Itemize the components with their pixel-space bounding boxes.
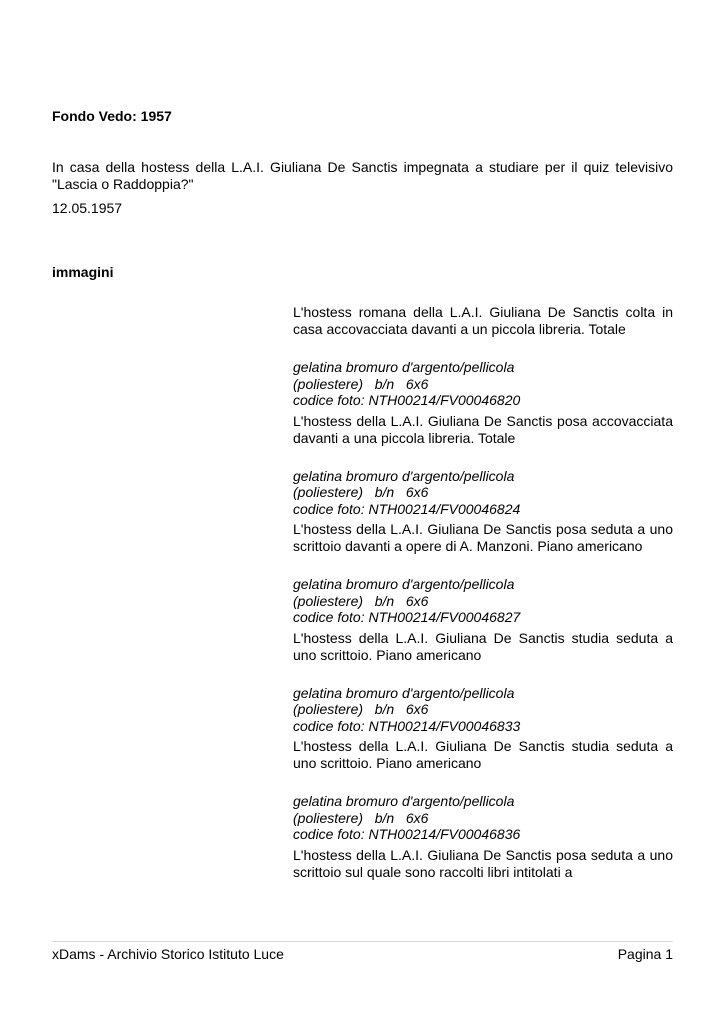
image-specs: (poliestere) b/n 6x6 [293,592,429,609]
footer-divider [52,941,673,942]
image-caption: L'hostess della L.A.I. Giuliana De Sanctis studia seduta a uno scrittoio. Piano americano [293,629,673,663]
image-specs: (poliestere) b/n 6x6 [293,809,429,826]
image-caption: L'hostess della L.A.I. Giuliana De Sanctis studia seduta a uno scrittoio. Piano americano [293,738,673,771]
image-entry [293,738,673,843]
image-metadata [293,793,673,843]
image-caption: L'hostess della L.A.I. Giuliana De Sanctis posa seduta a uno scrittoio sul quale sono raccolti libri intitolati a [293,846,673,880]
record-date: 12.05.1957 [52,200,123,216]
record-description: In casa della hostess della L.A.I. Giuliana De Sanctis impegnata a studiare per il quiz televisivo "Lascia o Raddoppia?" [52,159,673,192]
image-code: codice foto: NTH00214/FV00046824 [293,500,521,517]
image-metadata [293,359,673,409]
images-section-label: immagini [52,264,114,280]
image-material: gelatina bromuro d'argento/pellicola [293,793,515,809]
image-caption: L'hostess della L.A.I. Giuliana De Sanctis posa seduta a uno scrittoio davanti a opere di A. Manzoni. Piano americano [293,521,673,554]
image-code: codice foto: NTH00214/FV00046820 [293,392,521,408]
image-code: codice foto: NTH00214/FV00046836 [293,826,521,842]
image-specs: (poliestere) b/n 6x6 [293,701,429,717]
fondo-title: Fondo Vedo: 1957 [52,108,172,124]
image-material: gelatina bromuro d'argento/pellicola [293,684,515,701]
footer-page-number: Pagina 1 [617,946,673,962]
image-entry [293,847,673,881]
image-caption: L'hostess romana della L.A.I. Giuliana De Sanctis colta in casa accovacciata davanti a un piccola libreria. Totale [293,304,673,337]
image-material: gelatina bromuro d'argento/pellicola [293,467,515,484]
image-code: codice foto: NTH00214/FV00046833 [293,717,521,734]
image-material: gelatina bromuro d'argento/pellicola [293,576,515,592]
image-specs: (poliestere) b/n 6x6 [293,375,429,392]
image-code: codice foto: NTH00214/FV00046827 [293,609,521,625]
image-caption: L'hostess della L.A.I. Giuliana De Sanctis posa accovacciata davanti a una piccola libreria. Totale [293,412,673,446]
image-entry [293,521,673,626]
image-metadata [293,685,673,735]
image-entry [293,630,673,735]
footer-archive-name: xDams - Archivio Storico Istituto Luce [52,946,284,962]
image-material: gelatina bromuro d'argento/pellicola [293,359,515,375]
image-entries-list [293,304,673,920]
image-specs: (poliestere) b/n 6x6 [293,484,429,500]
image-entry [293,413,673,518]
image-metadata [293,468,673,518]
image-entry [293,304,673,409]
image-metadata [293,576,673,626]
